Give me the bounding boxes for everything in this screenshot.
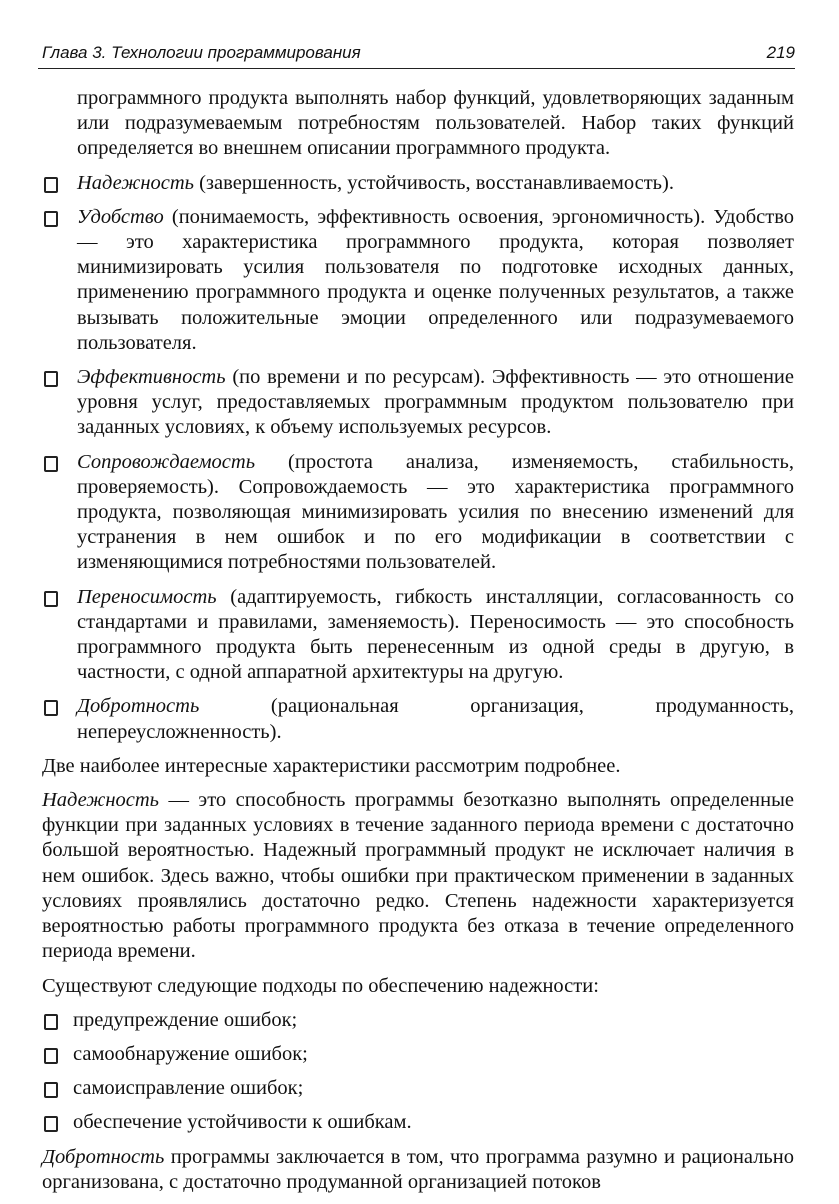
criterion-term: Удобство <box>77 205 164 228</box>
checkbox-bullet-icon <box>44 1048 58 1064</box>
approach-item <box>42 1042 794 1067</box>
criterion-description: (простота анализа, изменяемость, стабильность, проверяемость). Сопровождаемость — это характеристика программного продукта, позволяющая минимизировать усилия по внесению изменений для устранения в нем ошибок и по его модификации в соответствии с изменяющимися потребностями пользователей. <box>77 450 794 574</box>
approach-item <box>42 1110 794 1135</box>
criterion-term: Переносимость <box>77 585 217 608</box>
criterion-term: Эффективность <box>77 366 226 389</box>
reliability-term: Надежность <box>42 789 159 812</box>
checkbox-bullet-icon <box>44 456 58 472</box>
criterion-item <box>42 365 794 441</box>
criterion-text <box>77 585 794 686</box>
checkbox-bullet-icon <box>44 211 58 227</box>
criterion-description: (адаптируемость, гибкость инсталляции, согласованность со стандартами и правилами, заменяемость). Переносимость — это способность программного продукта быть перенесенным из одной среды в другую, в частности, с одной аппаратной архитектуры на другую. <box>77 585 794 684</box>
criterion-term: Сопровождаемость <box>77 450 256 473</box>
criterion-item <box>42 171 794 196</box>
approaches-intro: Существуют следующие подходы по обеспечению надежности: <box>42 974 599 997</box>
chapter-title: Глава 3. Технологии программирования <box>42 43 361 62</box>
checkbox-bullet-icon <box>44 1116 58 1132</box>
approach-text: обеспечение устойчивости к ошибкам. <box>73 1111 412 1134</box>
quality-paragraph <box>42 1145 794 1195</box>
criterion-text <box>77 205 794 356</box>
transition-paragraph: Две наиболее интересные характеристики рассмотрим подробнее. <box>42 754 621 777</box>
reliability-text: — это способность программы безотказно выполнять определенные функции при заданных условиях в течение заданного периода времени с достаточно большой вероятностью. Надежный программный продукт не исключает наличия в нем ошибок. Здесь важно, чтобы ошибки при практическом применении в заданных условиях проявлялись достаточно редко. Степень надежности характеризуется вероятностью работы программного продукта без отказа в течение определенного периода времени. <box>42 789 794 963</box>
criterion-item <box>42 585 794 686</box>
reliability-paragraph <box>42 788 794 964</box>
criterion-description: (понимаемость, эффективность освоения, эргономичность). Удобство — это характеристика программного продукта, которая позволяет минимизировать усилия пользователя по подготовке исходных данных, применению программного продукта и оценке полученных результатов, а также вызывать положительные эмоции определенного или подразумеваемого пользователя. <box>77 205 794 354</box>
criterion-item <box>42 694 794 744</box>
criterion-text <box>77 365 794 441</box>
running-header <box>38 40 795 69</box>
criterion-description: (завершенность, устойчивость, восстанавливаемость). <box>193 171 674 194</box>
approach-item <box>42 1008 794 1033</box>
criterion-text <box>77 171 794 196</box>
criterion-text <box>77 450 794 576</box>
approach-text: предупреждение ошибок; <box>73 1008 298 1031</box>
checkbox-bullet-icon <box>44 700 58 716</box>
checkbox-bullet-icon <box>44 371 58 387</box>
page-number: 219 <box>766 43 795 62</box>
approach-text: самообнаружение ошибок; <box>73 1042 308 1065</box>
quality-term: Добротность <box>42 1145 165 1168</box>
checkbox-bullet-icon <box>44 177 58 193</box>
criterion-item <box>42 450 794 576</box>
criterion-term: Добротность <box>77 695 200 718</box>
page-body <box>42 86 794 1204</box>
criterion-item <box>42 205 794 356</box>
approach-item <box>42 1076 794 1101</box>
checkbox-bullet-icon <box>44 1014 58 1030</box>
approach-text: самоисправление ошибок; <box>73 1077 304 1100</box>
checkbox-bullet-icon <box>44 591 58 607</box>
criterion-description: (рациональная организация, продуманность, непереусложненность). <box>77 695 794 743</box>
criterion-text <box>77 694 794 744</box>
intro-continuation: программного продукта выполнять набор функций, удовлетворяющих заданным или подразумеваемым потребностям пользователей. Набор таких функций определяется во внешнем описании программного продукта. <box>77 87 794 160</box>
quality-text: программы заключается в том, что программа разумно и рационально организована, с достаточно продуманной организацией потоков <box>42 1145 794 1193</box>
criterion-term: Надежность <box>77 171 194 194</box>
checkbox-bullet-icon <box>44 1082 58 1098</box>
criterion-description: (по времени и по ресурсам). Эффективность — это отношение уровня услуг, предоставляемых программным продуктом пользователю при заданных условиях, к объему используемых ресурсов. <box>77 366 794 439</box>
